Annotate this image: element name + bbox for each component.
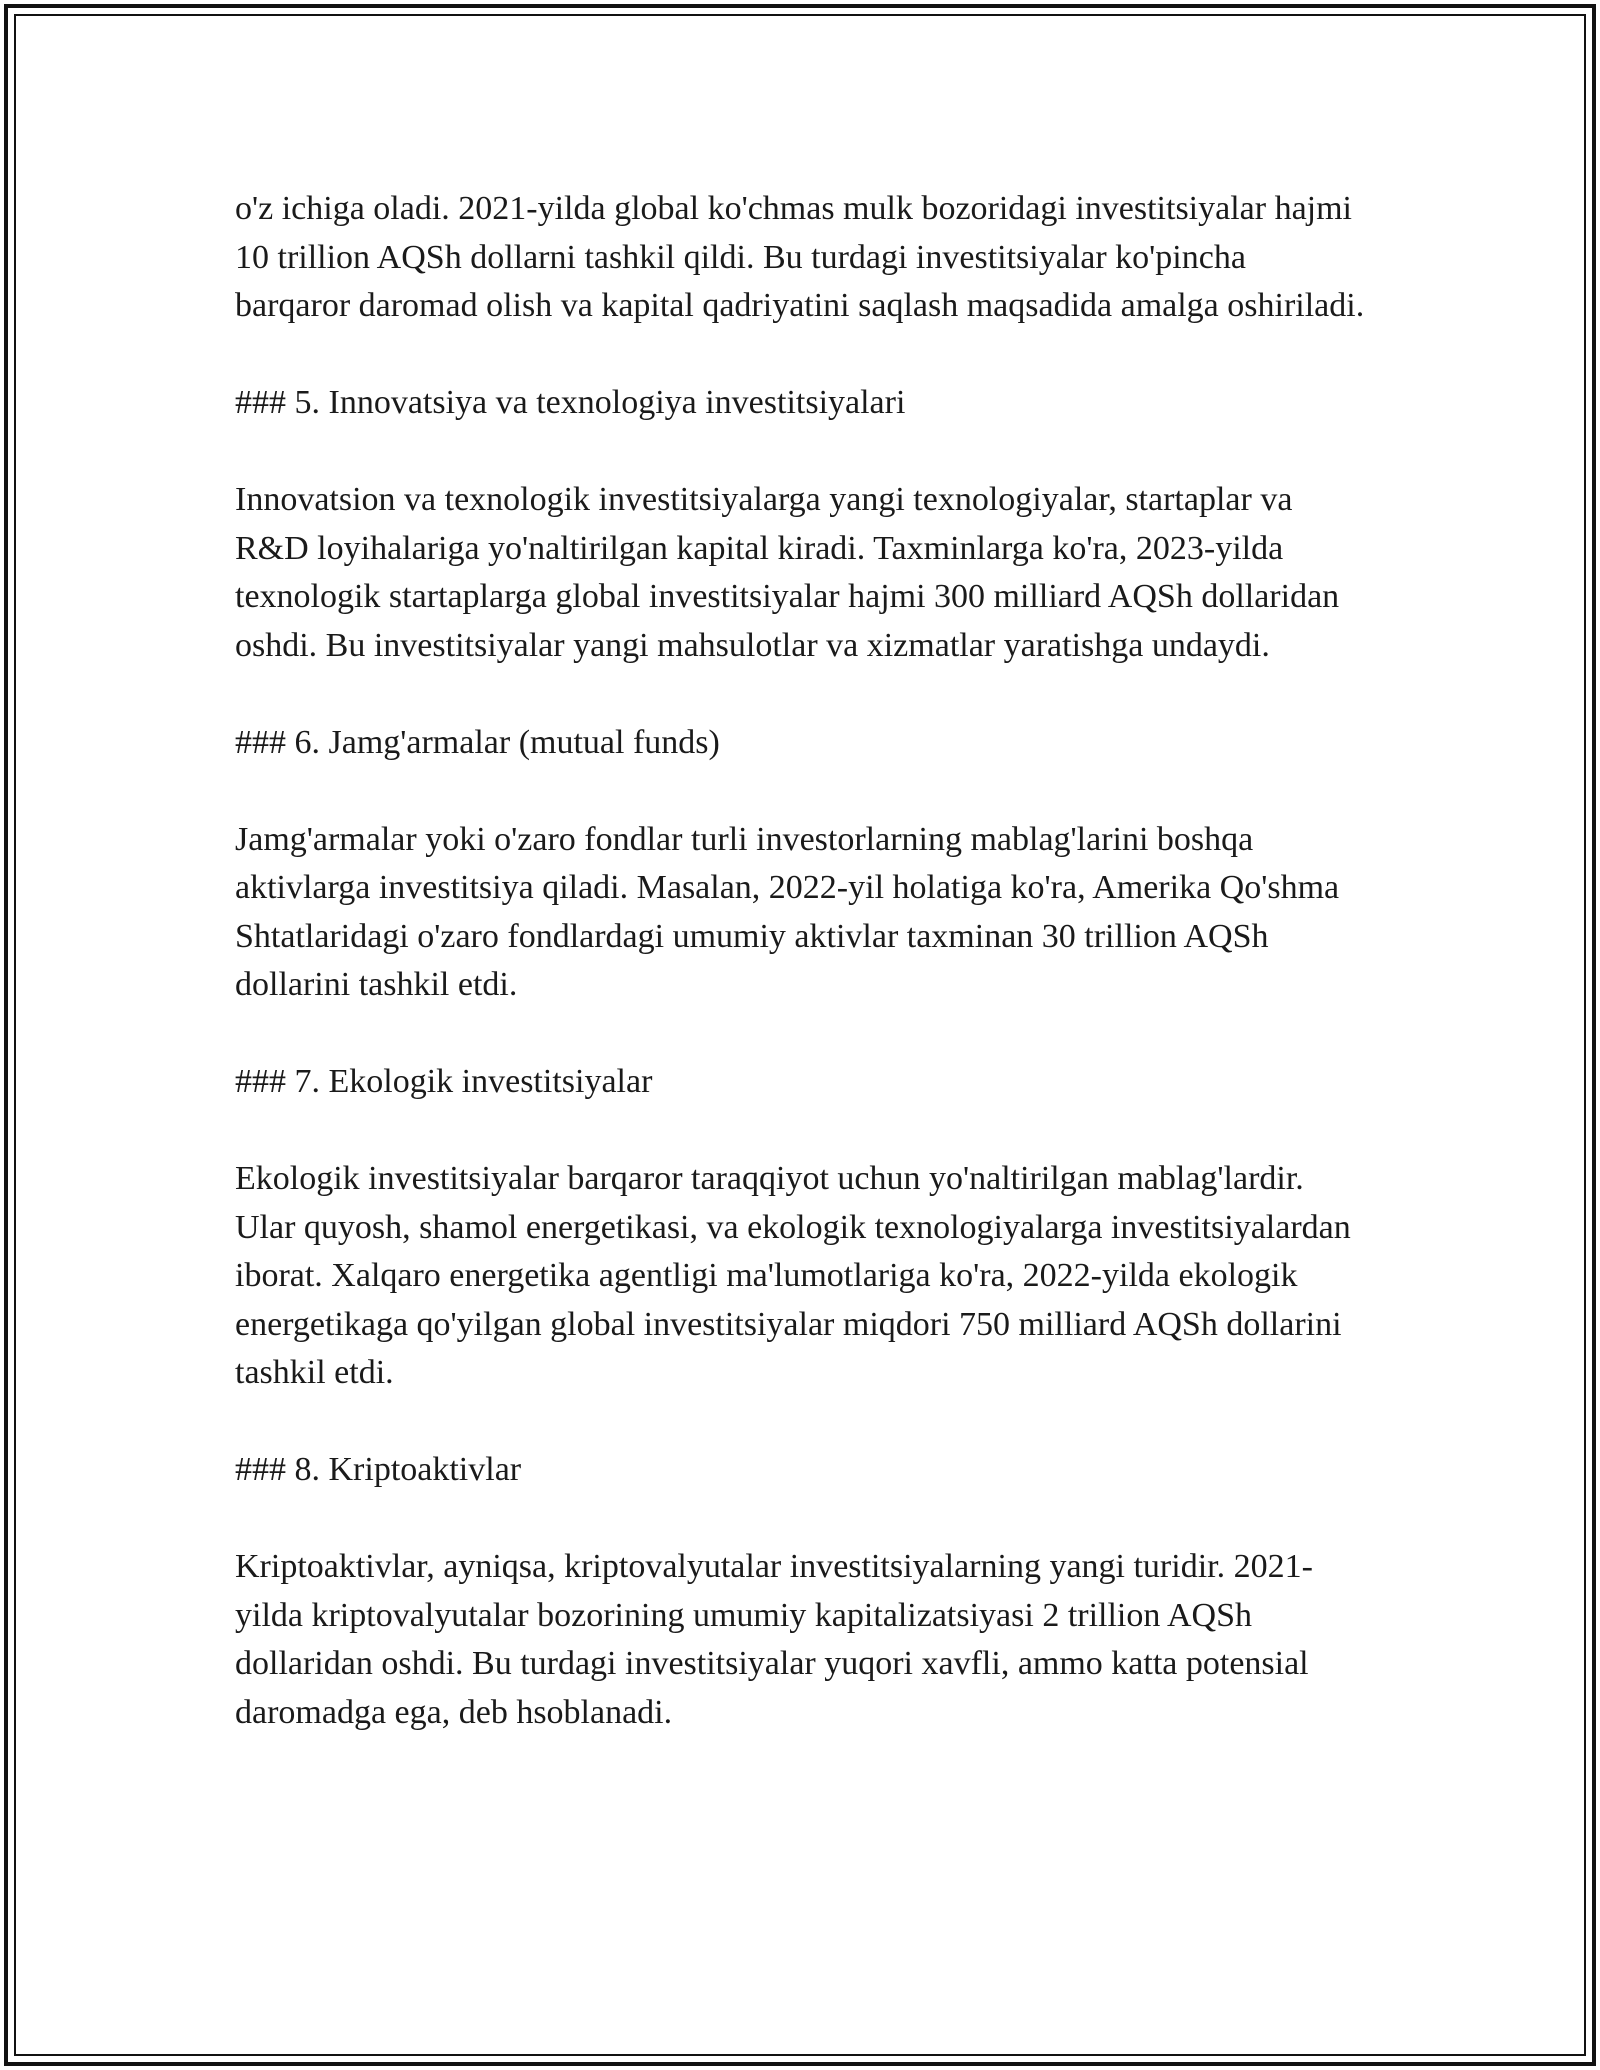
paragraph-ecological-investments: Ekologik investitsiyalar barqaror taraqqiyot uchun yo'naltirilgan mablag'lardir. Ular quyosh, shamol energetikasi, va ekologik texnologiyalarga investitsiyalardan iborat. Xalqaro energetika agentligi ma'lumotlariga ko'ra, 2022-yilda ekologik energetikaga qo'yilgan global investitsiyalar miqdori 750 milliard AQSh dollarini tashkil etdi. [235, 1160, 1351, 1391]
paragraph-mutual-funds: Jamg'armalar yoki o'zaro fondlar turli investorlarning mablag'larini boshqa aktivlarga investitsiya qiladi. Masalan, 2022-yil holatiga ko'ra, Amerika Qo'shma Shtatlaridagi o'zaro fondlardagi umumiy aktivlar taxminan 30 trillion AQSh dollarini tashkil etdi. [235, 820, 1340, 1003]
paragraph-real-estate-continued: o'z ichiga oladi. 2021-yilda global ko'chmas mulk bozoridagi investitsiyalar hajmi 10 trillion AQSh dollarni tashkil qildi. Bu turdagi investitsiyalar ko'pincha barqaror daromad olish va kapital qadriyatini saqlash maqsadida amalga oshiriladi. [235, 190, 1365, 324]
document-body [235, 185, 1365, 1786]
heading-mutual-funds: ### 6. Jamg'armalar (mutual funds) [235, 723, 720, 761]
heading-ecological-investments: ### 7. Ekologik investitsiyalar [235, 1063, 653, 1100]
paragraph-crypto-assets: Kriptoaktivlar, ayniqsa, kriptovalyutalar investitsiyalarning yangi turidir. 2021-yilda kriptovalyutalar bozorining umumiy kapitalizatsiyasi 2 trillion AQSh dollaridan oshdi. Bu turdagi investitsiyalar yuqori xavfli, ammo katta potensial daromadga ega, deb hsoblanadi. [235, 1548, 1313, 1731]
paragraph-innovation-investments: Innovatsion va texnologik investitsiyalarga yangi texnologiyalar, startaplar va R&D loyihalariga yo'naltirilgan kapital kiradi. Taxminlarga ko'ra, 2023-yilda texnologik startaplarga global investitsiyalar hajmi 300 milliard AQSh dollaridan oshdi. Bu investitsiyalar yangi mahsulotlar va xizmatlar yaratishga undaydi. [235, 481, 1340, 664]
heading-innovation-investments: ### 5. Innovatsiya va texnologiya investitsiyalari [235, 384, 906, 421]
heading-crypto-assets: ### 8. Kriptoaktivlar [235, 1451, 522, 1488]
